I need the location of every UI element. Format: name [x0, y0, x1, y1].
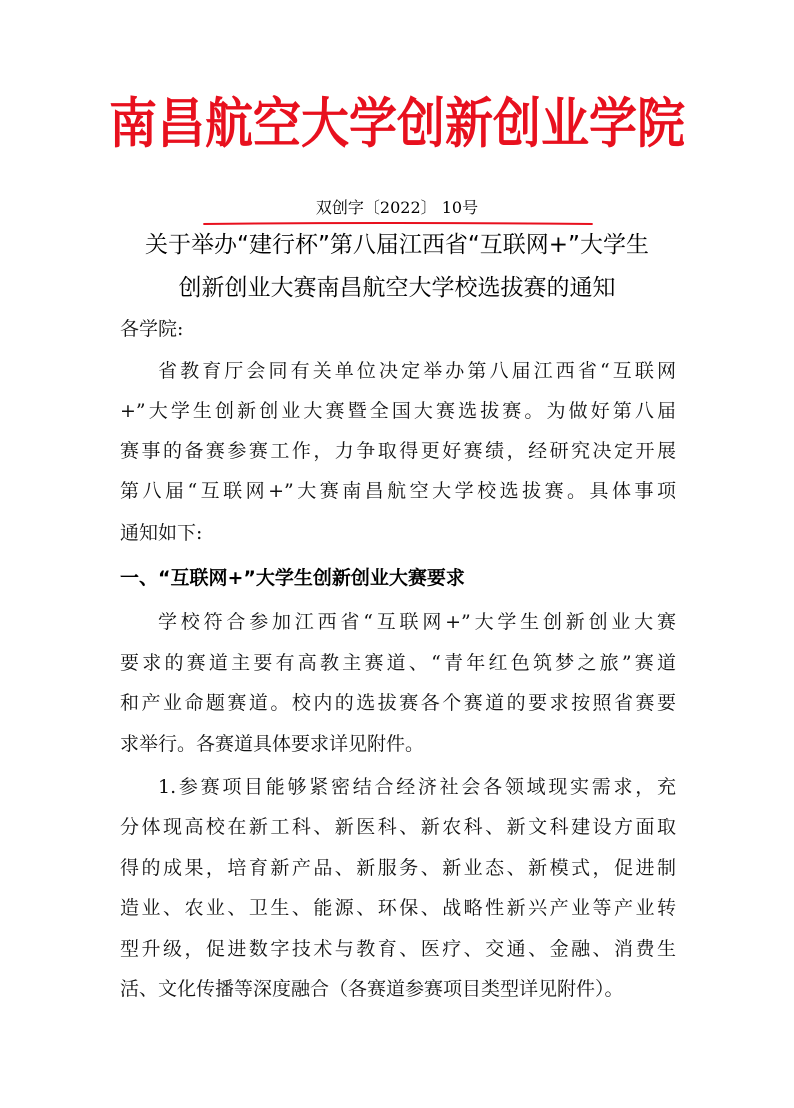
section-1-line: 学校符合参加江西省“互联网+”大学生创新创业大赛	[158, 611, 676, 633]
item-1-line: 型升级，促进数字技术与教育、医疗、交通、金融、消费生	[120, 938, 676, 960]
intro-line: 省教育厅会同有关单位决定举办第八届江西省“互联网	[158, 360, 676, 382]
intro-line: 通知如下:	[120, 522, 203, 544]
item-1-line: 造业、农业、卫生、能源、环保、战略性新兴产业等产业转	[120, 897, 676, 919]
item-1-line: 1.参赛项目能够紧密结合经济社会各领域现实需求，充	[158, 776, 676, 798]
intro-line: 赛事的备赛参赛工作，力争取得更好赛绩，经研究决定开展	[120, 440, 676, 462]
red-rule-line	[203, 223, 592, 224]
red-header-rule	[106, 222, 690, 226]
intro-line: 第八届“互联网+”大赛南昌航空大学校选拔赛。具体事项	[120, 480, 676, 502]
document-number: 双创字〔2022〕 10号	[315, 198, 479, 217]
institution-header: 南昌航空大学创新创业学院	[108, 92, 685, 156]
section-1-heading: 一、“互联网+”大学生创新创业大赛要求	[120, 567, 465, 589]
intro-line: +”大学生创新创业大赛暨全国大赛选拔赛。为做好第八届	[120, 400, 676, 422]
salutation: 各学院:	[120, 318, 184, 340]
section-1-line: 要求的赛道主要有高教主赛道、“青年红色筑梦之旅”赛道	[120, 652, 676, 674]
item-1-line: 得的成果，培育新产品、新服务、新业态、新模式，促进制	[120, 857, 676, 879]
notice-title-line-2: 创新创业大赛南昌航空大学校选拔赛的通知	[178, 275, 616, 301]
section-1-line: 和产业命题赛道。校内的选拔赛各个赛道的要求按照省赛要	[120, 692, 676, 714]
notice-title-line-1: 关于举办“建行杯”第八届江西省“互联网+”大学生	[145, 232, 649, 258]
section-1-line: 求举行。各赛道具体要求详见附件。	[120, 733, 425, 755]
item-1-line: 活、文化传播等深度融合（各赛道参赛项目类型详见附件）。	[120, 978, 624, 1000]
item-1-line: 分体现高校在新工科、新医科、新农科、新文科建设方面取	[120, 816, 676, 838]
